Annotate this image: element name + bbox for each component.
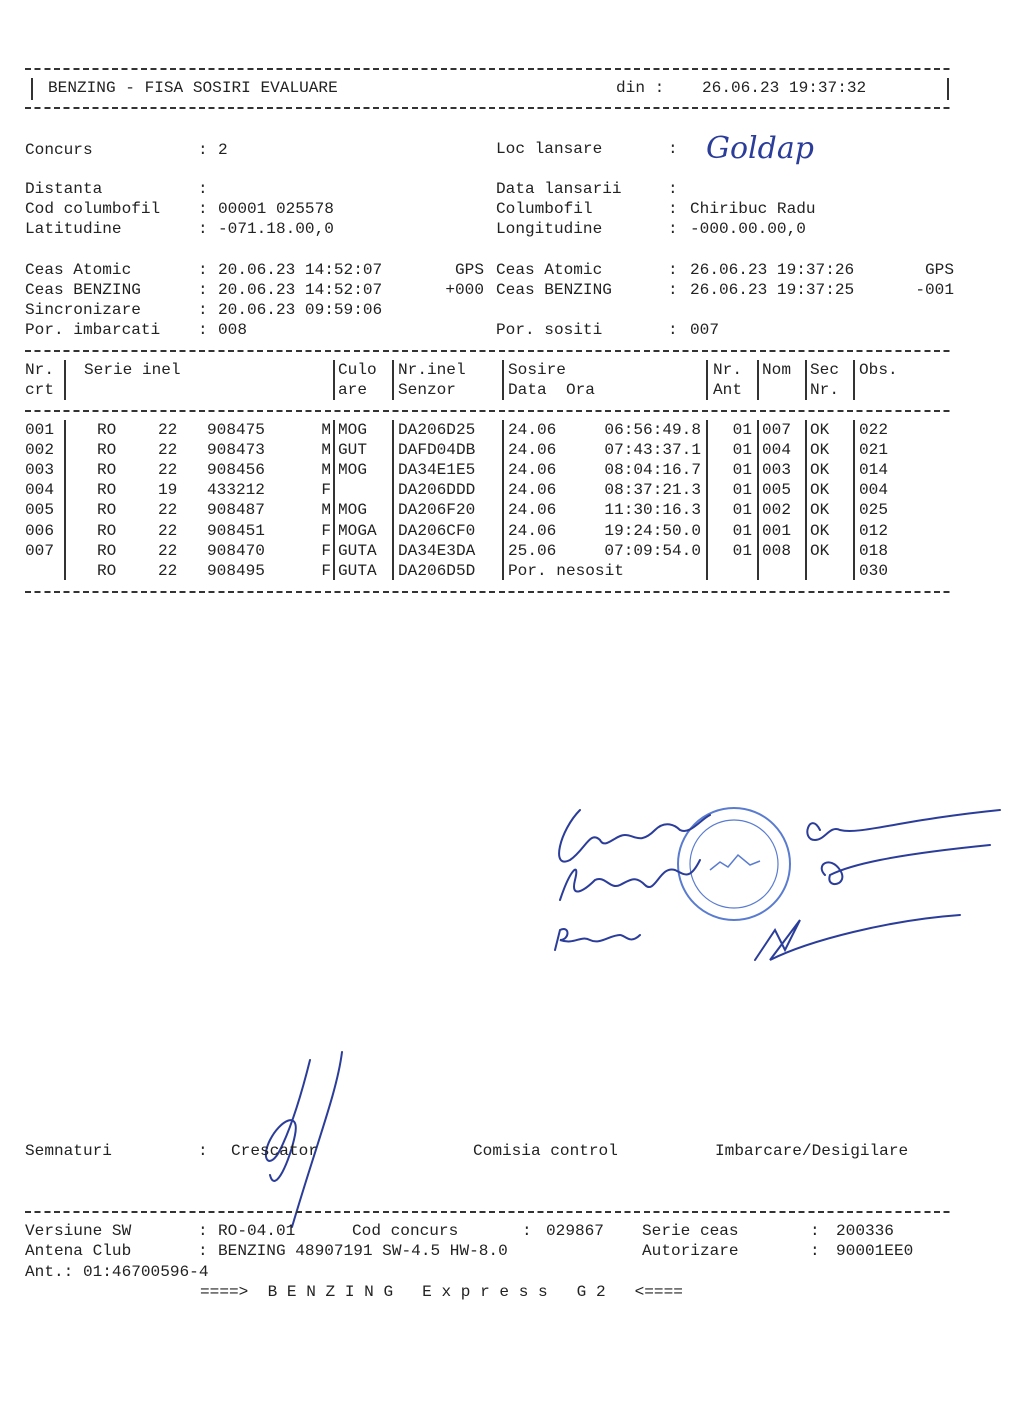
info-label: Longitudine (496, 220, 603, 238)
info-value: 26.06.23 19:37:25 (690, 281, 855, 299)
cell-senzor: DA206D5D (398, 561, 476, 580)
cod-concurs-value: 029867 (546, 1222, 604, 1240)
info-colon: : (668, 321, 678, 339)
cell-nr-crt: 001 (25, 421, 54, 439)
cell-culoare: MOGA (338, 521, 377, 540)
cell-tara: RO (97, 501, 117, 520)
cell-tara: RO (97, 441, 117, 460)
info-colon: : (198, 200, 208, 218)
info-colon: : (668, 200, 678, 218)
cell-sec: OK (810, 481, 830, 500)
column-separator (502, 420, 504, 580)
info-colon: : (198, 141, 208, 159)
cell-an: 19 (158, 481, 178, 500)
cell-tara: RO (97, 541, 117, 560)
cell-obs: 004 (859, 481, 888, 500)
cell-inel: 908487 (207, 501, 265, 520)
cell-ora: 06:56:49.8 (604, 421, 701, 439)
cell-an: 22 (158, 541, 178, 560)
info-value: 20.06.23 14:52:07 (218, 261, 383, 279)
cell-sec: OK (810, 521, 830, 540)
info-label: Sincronizare (25, 301, 141, 319)
column-separator (853, 360, 855, 400)
cell-data: 24.06 (508, 461, 557, 480)
cell-data: 24.06 (508, 521, 557, 540)
info-label: Por. sositi (496, 321, 603, 339)
cell-an: 22 (158, 561, 178, 580)
din-label: din : (616, 79, 665, 97)
cell-nom: 008 (762, 541, 791, 560)
table-top-border (25, 350, 953, 352)
col-culoare: Culo (338, 361, 377, 379)
cell-an: 22 (158, 521, 178, 540)
cell-nom: 004 (762, 441, 791, 460)
cell-an: 22 (158, 441, 178, 460)
cell-obs: 014 (859, 461, 888, 480)
column-separator (64, 360, 66, 400)
footer-separator (25, 1211, 953, 1213)
col-senzor: Nr.inel (398, 361, 466, 379)
info-value: 20.06.23 14:52:07 (218, 281, 383, 299)
cell-inel: 908475 (207, 421, 265, 439)
cell-an: 22 (158, 421, 178, 439)
column-separator (805, 360, 807, 400)
info-colon: : (668, 180, 678, 198)
col-nr-crt: Nr. (25, 361, 54, 379)
info-label: Ceas Atomic (25, 261, 132, 279)
cell-ora: 08:04:16.7 (604, 461, 701, 480)
colon: : (198, 1242, 208, 1260)
info-label: Data lansarii (496, 180, 622, 198)
cell-sex: M (321, 501, 331, 520)
cell-sec: OK (810, 421, 830, 439)
info-label: Columbofil (496, 200, 593, 218)
info-value: 00001 025578 (218, 200, 334, 218)
cell-culoare: MOG (338, 501, 367, 520)
info-label: Distanta (25, 180, 103, 198)
cell-sec: OK (810, 461, 830, 480)
col-nr-crt-2: crt (25, 381, 54, 399)
info-suffix: -001 (915, 281, 954, 299)
colon: : (810, 1242, 820, 1260)
info-label: Latitudine (25, 220, 122, 238)
info-colon: : (668, 281, 678, 299)
column-separator (706, 360, 708, 400)
cell-nr-crt: 002 (25, 441, 54, 460)
info-label: Ceas Atomic (496, 261, 603, 279)
column-separator (853, 420, 855, 580)
cell-sex: M (321, 461, 331, 480)
cell-data: 25.06 (508, 541, 557, 560)
cell-culoare: MOG (338, 421, 367, 439)
cell-nr-ant: 01 (732, 521, 752, 540)
loc-lansare-handwritten: Goldap (706, 131, 814, 166)
versiune-label: Versiune SW (25, 1222, 132, 1240)
col-nr-ant: Nr. (713, 361, 742, 379)
cell-ora: 19:24:50.0 (604, 521, 701, 540)
col-senzor-2: Senzor (398, 381, 456, 399)
cell-culoare: GUTA (338, 541, 377, 560)
info-value: -000.00.00,0 (690, 220, 806, 238)
info-label: Ceas BENZING (496, 281, 612, 299)
cell-nom: 003 (762, 461, 791, 480)
cell-nr-ant: 01 (732, 421, 752, 439)
cell-nom: 007 (762, 421, 791, 439)
cell-nr-crt: 004 (25, 481, 54, 500)
cell-culoare: MOG (338, 461, 367, 480)
ant-line: Ant.: 01:46700596-4 (25, 1263, 209, 1281)
cell-inel: 908473 (207, 441, 265, 460)
cell-culoare: GUTA (338, 561, 377, 580)
cell-nr-crt: 006 (25, 521, 54, 540)
column-separator (757, 420, 759, 580)
cell-nom: 005 (762, 481, 791, 500)
cell-sex: F (321, 481, 331, 500)
cell-nr-crt: 005 (25, 501, 54, 520)
cell-data: 24.06 (508, 501, 557, 520)
serie-ceas-label: Serie ceas (642, 1222, 739, 1240)
cell-sex: F (321, 521, 331, 540)
cell-ora: 08:37:21.3 (604, 481, 701, 500)
cell-obs: 018 (859, 541, 888, 560)
info-colon: : (198, 301, 208, 319)
info-colon: : (198, 321, 208, 339)
colon: : (522, 1222, 532, 1240)
info-value: 20.06.23 09:59:06 (218, 301, 383, 319)
cell-nr-ant: 01 (732, 501, 752, 520)
document-title: BENZING - FISA SOSIRI EVALUARE (48, 79, 338, 97)
info-suffix: GPS (455, 261, 484, 279)
cell-data: 24.06 (508, 421, 557, 439)
cell-culoare: GUT (338, 441, 367, 460)
cell-nom: 002 (762, 501, 791, 520)
info-colon: : (198, 180, 208, 198)
cell-obs: 030 (859, 561, 888, 580)
committee-signatures (540, 790, 1010, 990)
column-separator (502, 360, 504, 400)
cell-sec: OK (810, 541, 830, 560)
column-separator (706, 420, 708, 580)
table-bottom-border (25, 591, 953, 593)
table-header-border (25, 410, 953, 412)
signatures-label: Semnaturi (25, 1142, 112, 1160)
col-serie-inel: Serie inel (84, 361, 181, 379)
cell-senzor: DAFD04DB (398, 441, 476, 460)
info-colon: : (198, 281, 208, 299)
info-value: Chiribuc Radu (690, 200, 816, 218)
column-separator (333, 420, 335, 580)
cell-tara: RO (97, 461, 117, 480)
cell-data: 24.06 (508, 441, 557, 460)
cell-sec: OK (810, 441, 830, 460)
cell-an: 22 (158, 461, 178, 480)
cell-ora: 11:30:16.3 (604, 501, 701, 520)
header-right-border (947, 78, 949, 100)
col-obs: Obs. (859, 361, 898, 379)
cell-obs: 022 (859, 421, 888, 439)
column-separator (805, 420, 807, 580)
cell-sex: F (321, 561, 331, 580)
signature-crescator: Crescator (231, 1142, 318, 1160)
cell-sex: M (321, 421, 331, 439)
autorizare-label: Autorizare (642, 1242, 739, 1260)
cell-ora: 07:43:37.1 (604, 441, 701, 460)
cell-tara: RO (97, 421, 117, 439)
cell-obs: 021 (859, 441, 888, 460)
col-culoare-2: are (338, 381, 367, 399)
info-colon: : (668, 261, 678, 279)
col-nr-ant-2: Ant (713, 381, 742, 399)
info-colon: : (668, 140, 678, 158)
cell-nr-crt: 003 (25, 461, 54, 480)
cell-senzor: DA34E3DA (398, 541, 476, 560)
cell-senzor: DA206DDD (398, 481, 476, 500)
colon: : (810, 1222, 820, 1240)
column-separator (333, 360, 335, 400)
breeder-signature (230, 1050, 350, 1230)
cell-sec: OK (810, 501, 830, 520)
header-top-border (25, 68, 951, 70)
signature-comisia: Comisia control (473, 1142, 618, 1160)
cell-nr-ant: 01 (732, 541, 752, 560)
cell-ora: 07:09:54.0 (604, 541, 701, 560)
din-value: 26.06.23 19:37:32 (702, 79, 867, 97)
info-value: 007 (690, 321, 719, 339)
cell-tara: RO (97, 481, 117, 500)
cell-inel: 433212 (207, 481, 265, 500)
info-value: -071.18.00,0 (218, 220, 334, 238)
col-sosire-2: Data Ora (508, 381, 595, 399)
cell-an: 22 (158, 501, 178, 520)
info-value: 2 (218, 141, 228, 159)
cell-nr-ant: 01 (732, 481, 752, 500)
signatures-colon: : (198, 1142, 208, 1160)
cell-inel: 908456 (207, 461, 265, 480)
cell-nr-ant: 01 (732, 461, 752, 480)
cell-inel: 908495 (207, 561, 265, 580)
signature-imbarcare: Imbarcare/Desigilare (715, 1142, 909, 1160)
cell-nom: 001 (762, 521, 791, 540)
header-bottom-border (25, 107, 951, 109)
info-label: Concurs (25, 141, 93, 159)
column-separator (392, 420, 394, 580)
info-colon: : (198, 220, 208, 238)
info-label: Por. imbarcati (25, 321, 161, 339)
column-separator (757, 360, 759, 400)
col-sec: Sec (810, 361, 839, 379)
cell-senzor: DA206D25 (398, 421, 476, 439)
header-left-border (31, 78, 33, 100)
cell-nr-ant: 01 (732, 441, 752, 460)
info-suffix: +000 (445, 281, 484, 299)
column-separator (392, 360, 394, 400)
info-label: Loc lansare (496, 140, 603, 158)
info-label: Ceas BENZING (25, 281, 141, 299)
info-value: 008 (218, 321, 247, 339)
cell-senzor: DA206CF0 (398, 521, 476, 540)
info-label: Cod columbofil (25, 200, 161, 218)
cell-senzor: DA34E1E5 (398, 461, 476, 480)
cell-sex: F (321, 541, 331, 560)
cell-data: 24.06 (508, 481, 557, 500)
antena-value: BENZING 48907191 SW-4.5 HW-8.0 (218, 1242, 508, 1260)
info-value: 26.06.23 19:37:26 (690, 261, 855, 279)
cell-inel: 908470 (207, 541, 265, 560)
col-nom: Nom (762, 361, 791, 379)
antena-label: Antena Club (25, 1242, 132, 1260)
cell-tara: RO (97, 561, 117, 580)
versiune-value: RO-04.01 (218, 1222, 296, 1240)
info-colon: : (668, 220, 678, 238)
cell-obs: 012 (859, 521, 888, 540)
info-colon: : (198, 261, 208, 279)
cell-data: Por. nesosit (508, 561, 624, 580)
cell-inel: 908451 (207, 521, 265, 540)
info-suffix: GPS (925, 261, 954, 279)
serie-ceas-value: 200336 (836, 1222, 894, 1240)
cod-concurs-label: Cod concurs (352, 1222, 459, 1240)
benzing-banner: ====> B E N Z I N G E x p r e s s G 2 <==== (200, 1283, 683, 1301)
cell-sex: M (321, 441, 331, 460)
cell-senzor: DA206F20 (398, 501, 476, 520)
cell-obs: 025 (859, 501, 888, 520)
cell-nr-crt: 007 (25, 541, 54, 560)
autorizare-value: 90001EE0 (836, 1242, 914, 1260)
cell-tara: RO (97, 521, 117, 540)
column-separator (64, 420, 66, 580)
col-sosire: Sosire (508, 361, 566, 379)
col-sec-2: Nr. (810, 381, 839, 399)
colon: : (198, 1222, 208, 1240)
